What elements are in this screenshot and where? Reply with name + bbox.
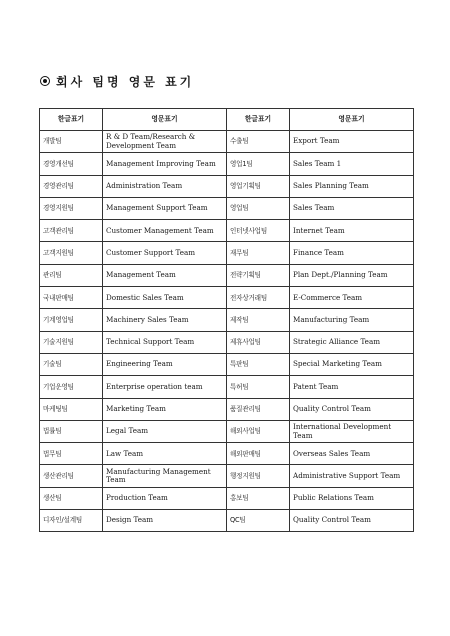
table-row — [40, 197, 414, 219]
english-name-cell: Law Team — [103, 443, 227, 465]
english-name-cell: Quality Control Team — [290, 510, 414, 532]
table-row — [40, 420, 414, 442]
korean-name-cell: 경영관리팀 — [40, 175, 103, 197]
korean-name-cell: 경영개선팀 — [40, 153, 103, 175]
korean-name-cell: 홍보팀 — [227, 487, 290, 509]
korean-name-cell: 품질관리팀 — [227, 398, 290, 420]
english-name-cell: Export Team — [290, 131, 414, 153]
table-row — [40, 309, 414, 331]
korean-name-cell: 수출팀 — [227, 131, 290, 153]
table-row — [40, 353, 414, 375]
korean-name-cell: 기업운영팀 — [40, 376, 103, 398]
table-row — [40, 331, 414, 353]
table-row — [40, 287, 414, 309]
circle-bullet-icon — [40, 76, 50, 86]
table-row — [40, 242, 414, 264]
korean-name-cell: 특판팀 — [227, 353, 290, 375]
english-name-cell: Plan Dept./Planning Team — [290, 264, 414, 286]
english-name-cell: Management Team — [103, 264, 227, 286]
korean-name-cell: 영업1팀 — [227, 153, 290, 175]
korean-name-cell: 행정지원팀 — [227, 465, 290, 487]
english-name-cell: Management Support Team — [103, 197, 227, 219]
english-name-cell: Management Improving Team — [103, 153, 227, 175]
english-name-cell: Engineering Team — [103, 353, 227, 375]
table-row — [40, 510, 414, 532]
english-name-cell: International Development Team — [290, 420, 414, 442]
table-header-row — [40, 109, 414, 131]
english-name-cell: Technical Support Team — [103, 331, 227, 353]
team-name-table — [39, 108, 414, 532]
table-body — [40, 131, 414, 532]
english-name-cell: Patent Team — [290, 376, 414, 398]
korean-name-cell: 관리팀 — [40, 264, 103, 286]
korean-name-cell: 제작팀 — [227, 309, 290, 331]
korean-name-cell: 영업기획팀 — [227, 175, 290, 197]
table-row — [40, 175, 414, 197]
english-name-cell: Customer Management Team — [103, 220, 227, 242]
english-name-cell: Manufacturing Team — [290, 309, 414, 331]
korean-name-cell: 인터넷사업팀 — [227, 220, 290, 242]
english-name-cell: Sales Planning Team — [290, 175, 414, 197]
korean-name-cell: QC팀 — [227, 510, 290, 532]
table-row — [40, 443, 414, 465]
english-name-cell: Legal Team — [103, 420, 227, 442]
korean-name-cell: 기술지원팀 — [40, 331, 103, 353]
table-row — [40, 131, 414, 153]
english-name-cell: Public Relations Team — [290, 487, 414, 509]
korean-name-cell: 해외사업팀 — [227, 420, 290, 442]
english-name-cell: Machinery Sales Team — [103, 309, 227, 331]
korean-name-cell: 법무팀 — [40, 443, 103, 465]
korean-name-cell: 생산관리팀 — [40, 465, 103, 487]
korean-name-cell: 기계영업팀 — [40, 309, 103, 331]
english-name-cell: Special Marketing Team — [290, 353, 414, 375]
english-name-cell: Sales Team 1 — [290, 153, 414, 175]
korean-name-cell: 재무팀 — [227, 242, 290, 264]
korean-name-cell: 해외판매팀 — [227, 443, 290, 465]
korean-name-cell: 전략기획팀 — [227, 264, 290, 286]
section-heading — [40, 73, 194, 89]
table-row — [40, 487, 414, 509]
english-name-cell: Internet Team — [290, 220, 414, 242]
english-name-cell: Sales Team — [290, 197, 414, 219]
column-header-korean: 한글표기 — [227, 109, 290, 131]
korean-name-cell: 고객지원팀 — [40, 242, 103, 264]
english-name-cell: Strategic Alliance Team — [290, 331, 414, 353]
english-name-cell: Administration Team — [103, 175, 227, 197]
table-row — [40, 264, 414, 286]
table-row — [40, 376, 414, 398]
english-name-cell: Finance Team — [290, 242, 414, 264]
korean-name-cell: 기술팀 — [40, 353, 103, 375]
english-name-cell: Manufacturing Management Team — [103, 465, 227, 487]
table-row — [40, 465, 414, 487]
korean-name-cell: 경영지원팀 — [40, 197, 103, 219]
column-header-english: 영문표기 — [290, 109, 414, 131]
korean-name-cell: 국내판매팀 — [40, 287, 103, 309]
english-name-cell: Domestic Sales Team — [103, 287, 227, 309]
korean-name-cell: 개발팀 — [40, 131, 103, 153]
page-title: 회사 팀명 영문 표기 — [56, 74, 195, 89]
table-row — [40, 398, 414, 420]
english-name-cell: Customer Support Team — [103, 242, 227, 264]
table-row — [40, 220, 414, 242]
english-name-cell: Production Team — [103, 487, 227, 509]
english-name-cell: Administrative Support Team — [290, 465, 414, 487]
english-name-cell: Marketing Team — [103, 398, 227, 420]
korean-name-cell: 영업팀 — [227, 197, 290, 219]
korean-name-cell: 법률팀 — [40, 420, 103, 442]
english-name-cell: R & D Team/Research & Development Team — [103, 131, 227, 153]
english-name-cell: Overseas Sales Team — [290, 443, 414, 465]
column-header-english: 영문표기 — [103, 109, 227, 131]
english-name-cell: Quality Control Team — [290, 398, 414, 420]
korean-name-cell: 제휴사업팀 — [227, 331, 290, 353]
english-name-cell: Design Team — [103, 510, 227, 532]
korean-name-cell: 디자인/설계팀 — [40, 510, 103, 532]
korean-name-cell: 생산팀 — [40, 487, 103, 509]
column-header-korean: 한글표기 — [40, 109, 103, 131]
korean-name-cell: 마케팅팀 — [40, 398, 103, 420]
english-name-cell: E-Commerce Team — [290, 287, 414, 309]
english-name-cell: Enterprise operation team — [103, 376, 227, 398]
korean-name-cell: 고객관리팀 — [40, 220, 103, 242]
korean-name-cell: 전자상거래팀 — [227, 287, 290, 309]
korean-name-cell: 특허팀 — [227, 376, 290, 398]
table-row — [40, 153, 414, 175]
